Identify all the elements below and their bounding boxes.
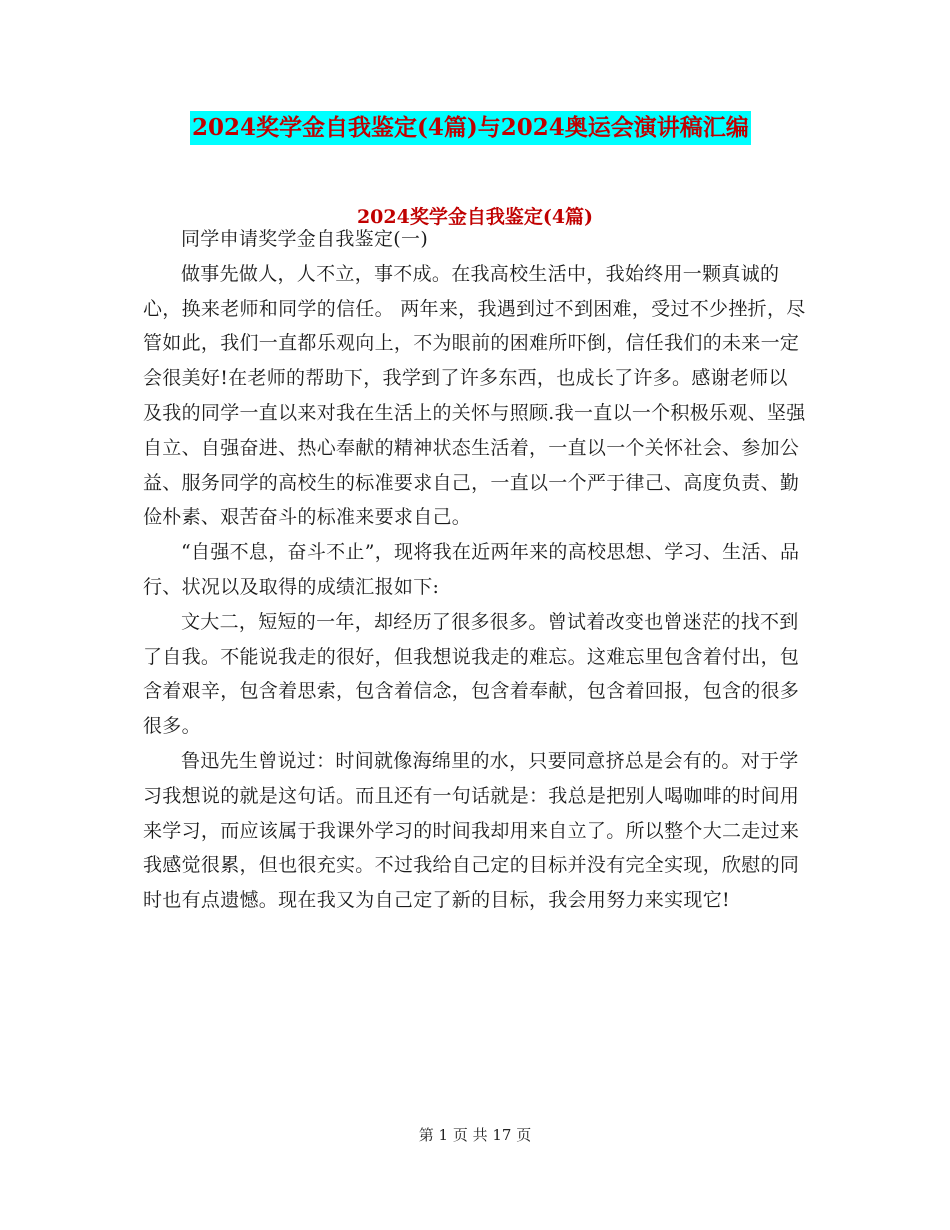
page-number-footer: 第 1 页 共 17 页	[418, 1126, 532, 1144]
paragraph: 做事先做人，人不立，事不成。在我高校生活中，我始终用一颗真诚的心，换来老师和同学的信任。 两年来，我遇到过不到困难，受过不少挫折，尽管如此，我们一直都乐观向上，不为眼前的困难所吓倒，信任我们的未来一定会很美好!在老师的帮助下，我学到了许多东西，也成长了许多。感谢老师以及我的同学一直以来对我在生活上的关怀与照顾.我一直以一个积极乐观、坚强自立、自强奋进、热心奉献的精神状态生活着，一直以一个关怀社会、参加公益、服务同学的高校生的标准要求自己，一直以一个严于律己、高度负责、勤俭朴素、艰苦奋斗的标准来要求自己。	[143, 262, 806, 529]
document-body	[143, 222, 807, 918]
paragraph: “自强不息，奋斗不止”，现将我在近两年来的高校思想、学习、生活、品行、状况以及取得的成绩汇报如下:	[143, 541, 800, 598]
document-title: 2024奖学金自我鉴定(4篇)与2024奥运会演讲稿汇编	[190, 111, 751, 145]
paragraph-heading: 同学申请奖学金自我鉴定(一)	[181, 228, 429, 250]
paragraph: 文大二，短短的一年，却经历了很多很多。曾试着改变也曾迷茫的找不到了自我。不能说我走的很好，但我想说我走的难忘。这难忘里包含着付出，包含着艰辛，包含着思索，包含着信念，包含着奉献，包含着回报，包含的很多很多。	[143, 610, 800, 738]
paragraph: 鲁迅先生曾说过：时间就像海绵里的水，只要同意挤总是会有的。对于学习我想说的就是这句话。而且还有一句话就是：我总是把别人喝咖啡的时间用来学习，而应该属于我课外学习的时间我却用来自立了。所以整个大二走过来我感觉很累，但也很充实。不过我给自己定的目标并没有完全实现，欣慰的同时也有点遗憾。现在我又为自己定了新的目标，我会用努力来实现它!	[143, 749, 800, 912]
section-title: 2024奖学金自我鉴定(4篇)	[356, 206, 594, 228]
